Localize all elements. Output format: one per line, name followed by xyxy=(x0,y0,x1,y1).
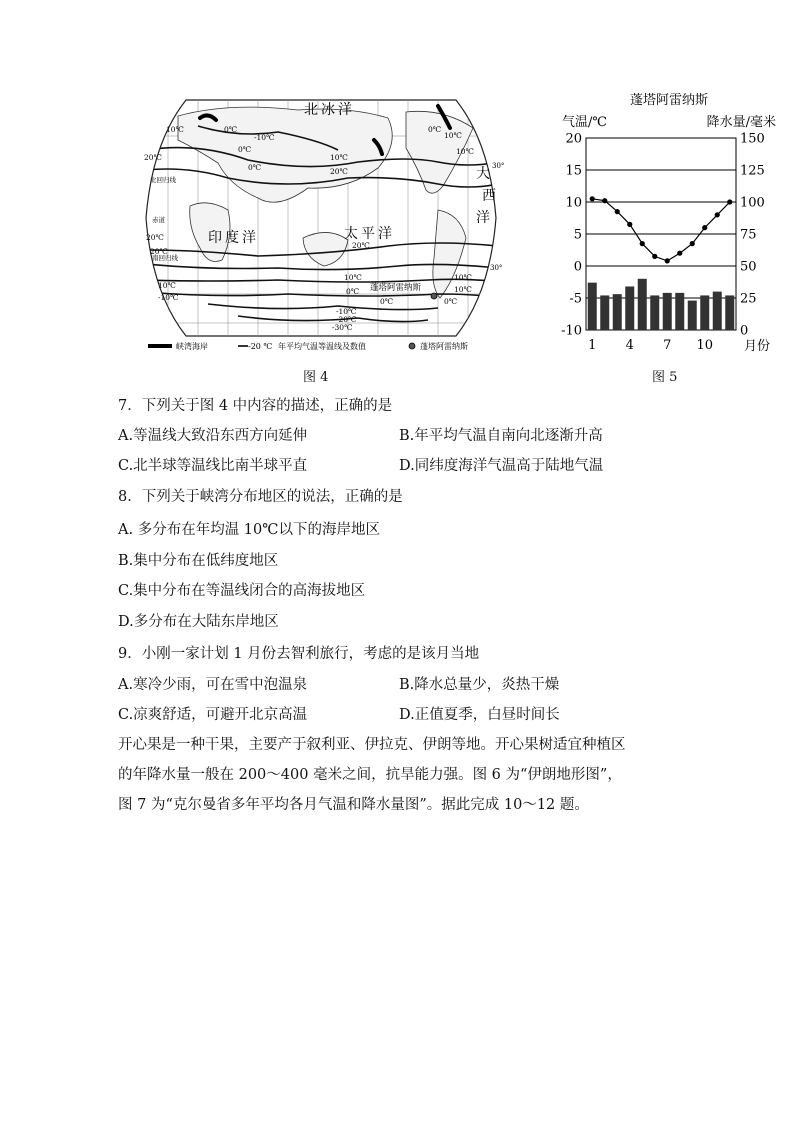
legend-fjord-label: 峡湾海岸 xyxy=(176,342,208,351)
question-7-option-c: C.北半球等温线比南半球平直 xyxy=(118,458,308,474)
map-label-tropic-s: 南回归线 xyxy=(152,254,178,262)
question-8-option-d: D.多分布在大陆东岸地区 xyxy=(118,614,279,630)
precip-bar xyxy=(688,301,697,330)
passage-line: 开心果是一种干果，主要产于叙利亚、伊拉克、伊朗等地。开心果树适宜种植区 xyxy=(118,737,626,753)
figure-4-world-map xyxy=(138,98,504,356)
question-8-option-c: C.集中分布在等温线闭合的高海拔地区 xyxy=(118,583,366,599)
temp-tick-label: 5 xyxy=(573,227,582,243)
legend-city-label: 蓬塔阿雷纳斯 xyxy=(420,342,468,351)
figure-4-caption: 图 4 xyxy=(303,370,329,385)
precip-tick-label: 100 xyxy=(740,195,765,211)
precip-bar xyxy=(675,293,684,330)
question-8-option-b: B.集中分布在低纬度地区 xyxy=(118,553,279,569)
temp-point xyxy=(715,212,720,217)
iso-label: 10℃ xyxy=(344,273,362,282)
temp-tick-label: -5 xyxy=(569,291,582,307)
precip-bar xyxy=(613,294,622,330)
iso-label: 0℃ xyxy=(380,297,394,306)
precip-bar xyxy=(625,286,634,330)
iso-label: -10℃ xyxy=(254,133,275,142)
map-label-lat-30n: 30° xyxy=(492,162,504,170)
iso-label: 10℃ xyxy=(330,153,348,162)
question-7-option-b: B.年平均气温自南向北逐渐升高 xyxy=(399,428,603,444)
iso-label: 0℃ xyxy=(428,125,442,134)
x-tick-label: 1 xyxy=(588,338,597,353)
map-label-indian: 印度洋 xyxy=(208,230,259,246)
x-tick-label: 10 xyxy=(696,338,714,353)
precip-tick-label: 150 xyxy=(740,131,765,147)
temp-point xyxy=(627,222,632,227)
iso-label: 20℃ xyxy=(146,233,164,242)
chart-xlabel: 月份 xyxy=(744,339,771,354)
temp-point xyxy=(640,241,645,246)
passage-line: 图 7 为“克尔曼省多年平均各月气温和降水量图”。据此完成 10～12 题。 xyxy=(118,797,589,813)
precip-bar xyxy=(663,293,672,330)
question-9-option-c: C.凉爽舒适，可避开北京高温 xyxy=(118,707,308,723)
map-label-atlantic-3: 洋 xyxy=(476,210,490,226)
chart-title: 蓬塔阿雷纳斯 xyxy=(629,93,709,108)
legend-isotherm-value: -20 ℃ xyxy=(248,342,273,351)
precip-tick-label: 50 xyxy=(740,259,757,275)
iso-label: 10℃ xyxy=(454,285,472,294)
question-9-stem: 9．小刚一家计划 1 月份去智利旅行，考虑的是该月当地 xyxy=(118,646,480,662)
figure-5-climate-chart xyxy=(558,92,780,360)
temp-tick-label: 0 xyxy=(573,259,582,275)
iso-label: 20℃ xyxy=(352,241,370,250)
figure-5-caption: 图 5 xyxy=(652,370,678,385)
temp-point xyxy=(652,254,657,259)
x-tick-label: 4 xyxy=(625,338,634,353)
map-label-arctic: 北冰洋 xyxy=(304,102,355,118)
iso-label: -20℃ xyxy=(336,315,357,324)
precip-bar xyxy=(600,295,609,330)
iso-label: 0℃ xyxy=(346,287,360,296)
map-label-city: 蓬塔阿雷纳斯 xyxy=(370,283,422,293)
question-7-stem: 7．下列关于图 4 中内容的描述，正确的是 xyxy=(118,398,393,414)
iso-label: 10℃ xyxy=(454,273,472,282)
temp-point xyxy=(615,209,620,214)
precip-bar xyxy=(588,283,597,330)
iso-label: 10℃ xyxy=(456,147,474,156)
question-9-option-a: A.寒冷少雨，可在雪中泡温泉 xyxy=(118,677,308,693)
temp-point xyxy=(677,251,682,256)
passage-line: 的年降水量一般在 200～400 毫米之间，抗旱能力强。图 6 为“伊朗地形图”， xyxy=(118,767,622,783)
temp-tick-label: 20 xyxy=(565,131,582,147)
temp-point xyxy=(602,198,607,203)
temp-tick-label: -10 xyxy=(561,323,582,339)
precip-bar xyxy=(700,295,709,330)
iso-label: 0℃ xyxy=(444,297,458,306)
iso-label: -30℃ xyxy=(332,323,353,332)
question-9-option-b: B.降水总量少，炎热干燥 xyxy=(399,677,560,693)
temp-tick-label: 10 xyxy=(565,195,582,211)
iso-label: -10℃ xyxy=(336,307,357,316)
iso-label: 10℃ xyxy=(444,131,462,140)
iso-label: 10℃ xyxy=(166,125,184,134)
precip-bar xyxy=(638,279,647,330)
precip-bar xyxy=(650,295,659,330)
iso-label: 20℃ xyxy=(144,153,162,162)
question-8-stem: 8．下列关于峡湾分布地区的说法，正确的是 xyxy=(118,489,403,505)
x-tick-label: 7 xyxy=(663,338,672,353)
question-9-option-d: D.正值夏季，白昼时间长 xyxy=(399,707,560,723)
iso-label: 20℃ xyxy=(330,167,348,176)
legend-city-swatch xyxy=(409,343,415,349)
temp-point xyxy=(665,258,670,263)
iso-label: 0℃ xyxy=(238,145,252,154)
temp-point xyxy=(690,241,695,246)
map-label-tropic-n: 北回归线 xyxy=(150,176,176,184)
map-label-equator: 赤道 xyxy=(152,216,165,224)
chart-ylabel-right: 降水量/毫米 xyxy=(706,115,776,130)
map-label-atlantic-1: 大 xyxy=(476,166,490,182)
question-8-option-a: A. 多分布在年均温 10℃以下的海岸地区 xyxy=(118,522,380,538)
temperature-line xyxy=(592,199,730,261)
iso-label: 0℃ xyxy=(224,125,238,134)
iso-label: 10℃ xyxy=(158,281,176,290)
temp-point xyxy=(702,225,707,230)
temp-point xyxy=(727,199,732,204)
chart-ylabel-left: 气温/℃ xyxy=(562,115,607,130)
precip-bar xyxy=(725,295,734,330)
iso-label: 20℃ xyxy=(150,247,168,256)
temp-point xyxy=(590,196,595,201)
precip-bar xyxy=(713,292,722,330)
legend-isotherm-label: 年平均气温等温线及数值 xyxy=(278,342,366,351)
map-label-pacific: 太平洋 xyxy=(344,226,395,242)
map-label-lat-30s: 30° xyxy=(490,264,503,272)
question-7-option-a: A.等温线大致沿东西方向延伸 xyxy=(118,428,308,444)
map-legend xyxy=(148,341,468,351)
precip-tick-label: 75 xyxy=(740,227,757,243)
precip-tick-label: 25 xyxy=(740,291,757,307)
iso-label: 0℃ xyxy=(248,163,262,172)
passage xyxy=(118,730,678,820)
city-marker xyxy=(431,293,437,299)
iso-label: -10℃ xyxy=(158,293,179,302)
temp-tick-label: 15 xyxy=(565,163,582,179)
precip-tick-label: 125 xyxy=(740,163,765,179)
question-7-option-d: D.同纬度海洋气温高于陆地气温 xyxy=(399,458,604,474)
precip-tick-label: 0 xyxy=(740,323,749,339)
map-label-atlantic-2: 西 xyxy=(482,188,496,204)
